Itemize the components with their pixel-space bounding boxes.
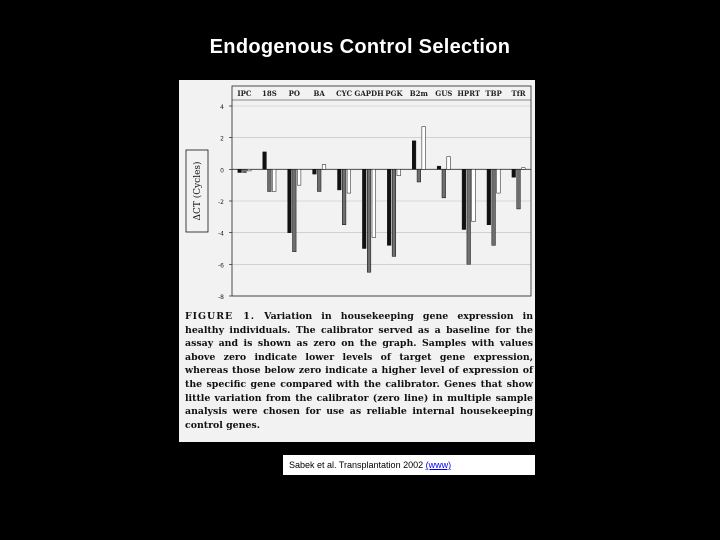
x-category-label: PO: [288, 89, 300, 98]
bar-cyc-s3: [347, 169, 351, 193]
bar-tfr-s2: [517, 169, 521, 209]
bar-gapdh-s3: [372, 169, 376, 237]
y-tick-label: -6: [218, 262, 224, 270]
x-category-label: TfR: [511, 89, 526, 98]
bar-chart: [179, 80, 535, 308]
bar-b2m-s3: [422, 127, 426, 170]
slide-title: Endogenous Control Selection: [209, 36, 511, 58]
bar-pgk-s3: [397, 169, 401, 175]
bar-18s-s3: [272, 169, 276, 191]
caption-label: FIGURE 1.: [185, 311, 256, 322]
figure-panel: [179, 80, 535, 442]
bar-ipc-s2: [243, 169, 247, 172]
bar-po-s2: [292, 169, 296, 251]
bar-tbp-s3: [497, 169, 501, 193]
x-category-label: IPC: [237, 89, 252, 98]
bar-gus-s2: [442, 169, 446, 198]
x-category-label: B2m: [409, 89, 428, 98]
grid-layer: [232, 106, 531, 296]
citation-text: Sabek et al. Transplantation 2002: [289, 460, 424, 470]
bar-tfr-s3: [522, 168, 526, 170]
bar-gus-s1: [437, 166, 441, 169]
x-category-label: GUS: [435, 89, 453, 98]
bar-tbp-s2: [492, 169, 496, 245]
ylabel-box: [186, 150, 208, 232]
bar-po-s1: [288, 169, 292, 232]
bar-tbp-s1: [487, 169, 491, 224]
x-category-label: HPRT: [457, 89, 481, 98]
x-category-label: BA: [313, 89, 325, 98]
bar-gus-s3: [447, 157, 451, 170]
bar-hprt-s2: [467, 169, 471, 264]
bar-ipc-s1: [238, 169, 242, 172]
bar-b2m-s2: [417, 169, 421, 182]
bar-hprt-s3: [472, 169, 476, 221]
bar-ba-s2: [317, 169, 321, 191]
x-category-label: TBP: [485, 89, 502, 98]
y-tick-label: 0: [220, 167, 224, 175]
x-category-label: PGK: [385, 89, 403, 98]
y-tick-label: -8: [218, 294, 224, 301]
bar-18s-s2: [268, 169, 272, 191]
y-tick-label: 4: [220, 104, 224, 111]
y-tick-label: -4: [218, 230, 224, 238]
citation: [283, 455, 535, 475]
x-category-label: 18S: [261, 89, 277, 98]
x-category-label: GAPDH: [354, 89, 384, 98]
bar-ipc-s3: [247, 169, 251, 171]
y-tick-label: 2: [220, 135, 224, 143]
citation-link[interactable]: (www): [425, 460, 452, 470]
bar-pgk-s1: [387, 169, 391, 245]
bar-gapdh-s1: [362, 169, 366, 248]
y-axis-label: ΔCT (Cycles): [193, 161, 203, 221]
bar-ba-s3: [322, 165, 326, 170]
bar-18s-s1: [263, 152, 267, 169]
x-category-label: CYC: [336, 89, 353, 98]
bar-tfr-s1: [512, 169, 516, 177]
bar-gapdh-s2: [367, 169, 371, 272]
caption-text: Variation in housekeeping gene expression in healthy individuals. The calibrator served as a baseline for the assay and is shown as zero on the graph. Samples with values above zero indicate lower levels of target gene expression, whereas those below zero indicate a higher level of expression of the specific gene compared with the calibrator. Genes that show little variation from the calibrator (zero line) in multiple sample analysis were chosen for use as reliable internal housekeeping control genes.: [185, 311, 534, 431]
bar-layer: [238, 127, 525, 273]
bar-pgk-s2: [392, 169, 396, 256]
bar-po-s3: [297, 169, 301, 185]
bar-ba-s1: [313, 169, 317, 174]
bar-cyc-s1: [338, 169, 342, 190]
bar-hprt-s1: [462, 169, 466, 229]
y-tick-label: -2: [218, 199, 224, 206]
figure-caption: [185, 310, 533, 432]
bar-b2m-s1: [412, 141, 416, 170]
bar-cyc-s2: [342, 169, 346, 224]
